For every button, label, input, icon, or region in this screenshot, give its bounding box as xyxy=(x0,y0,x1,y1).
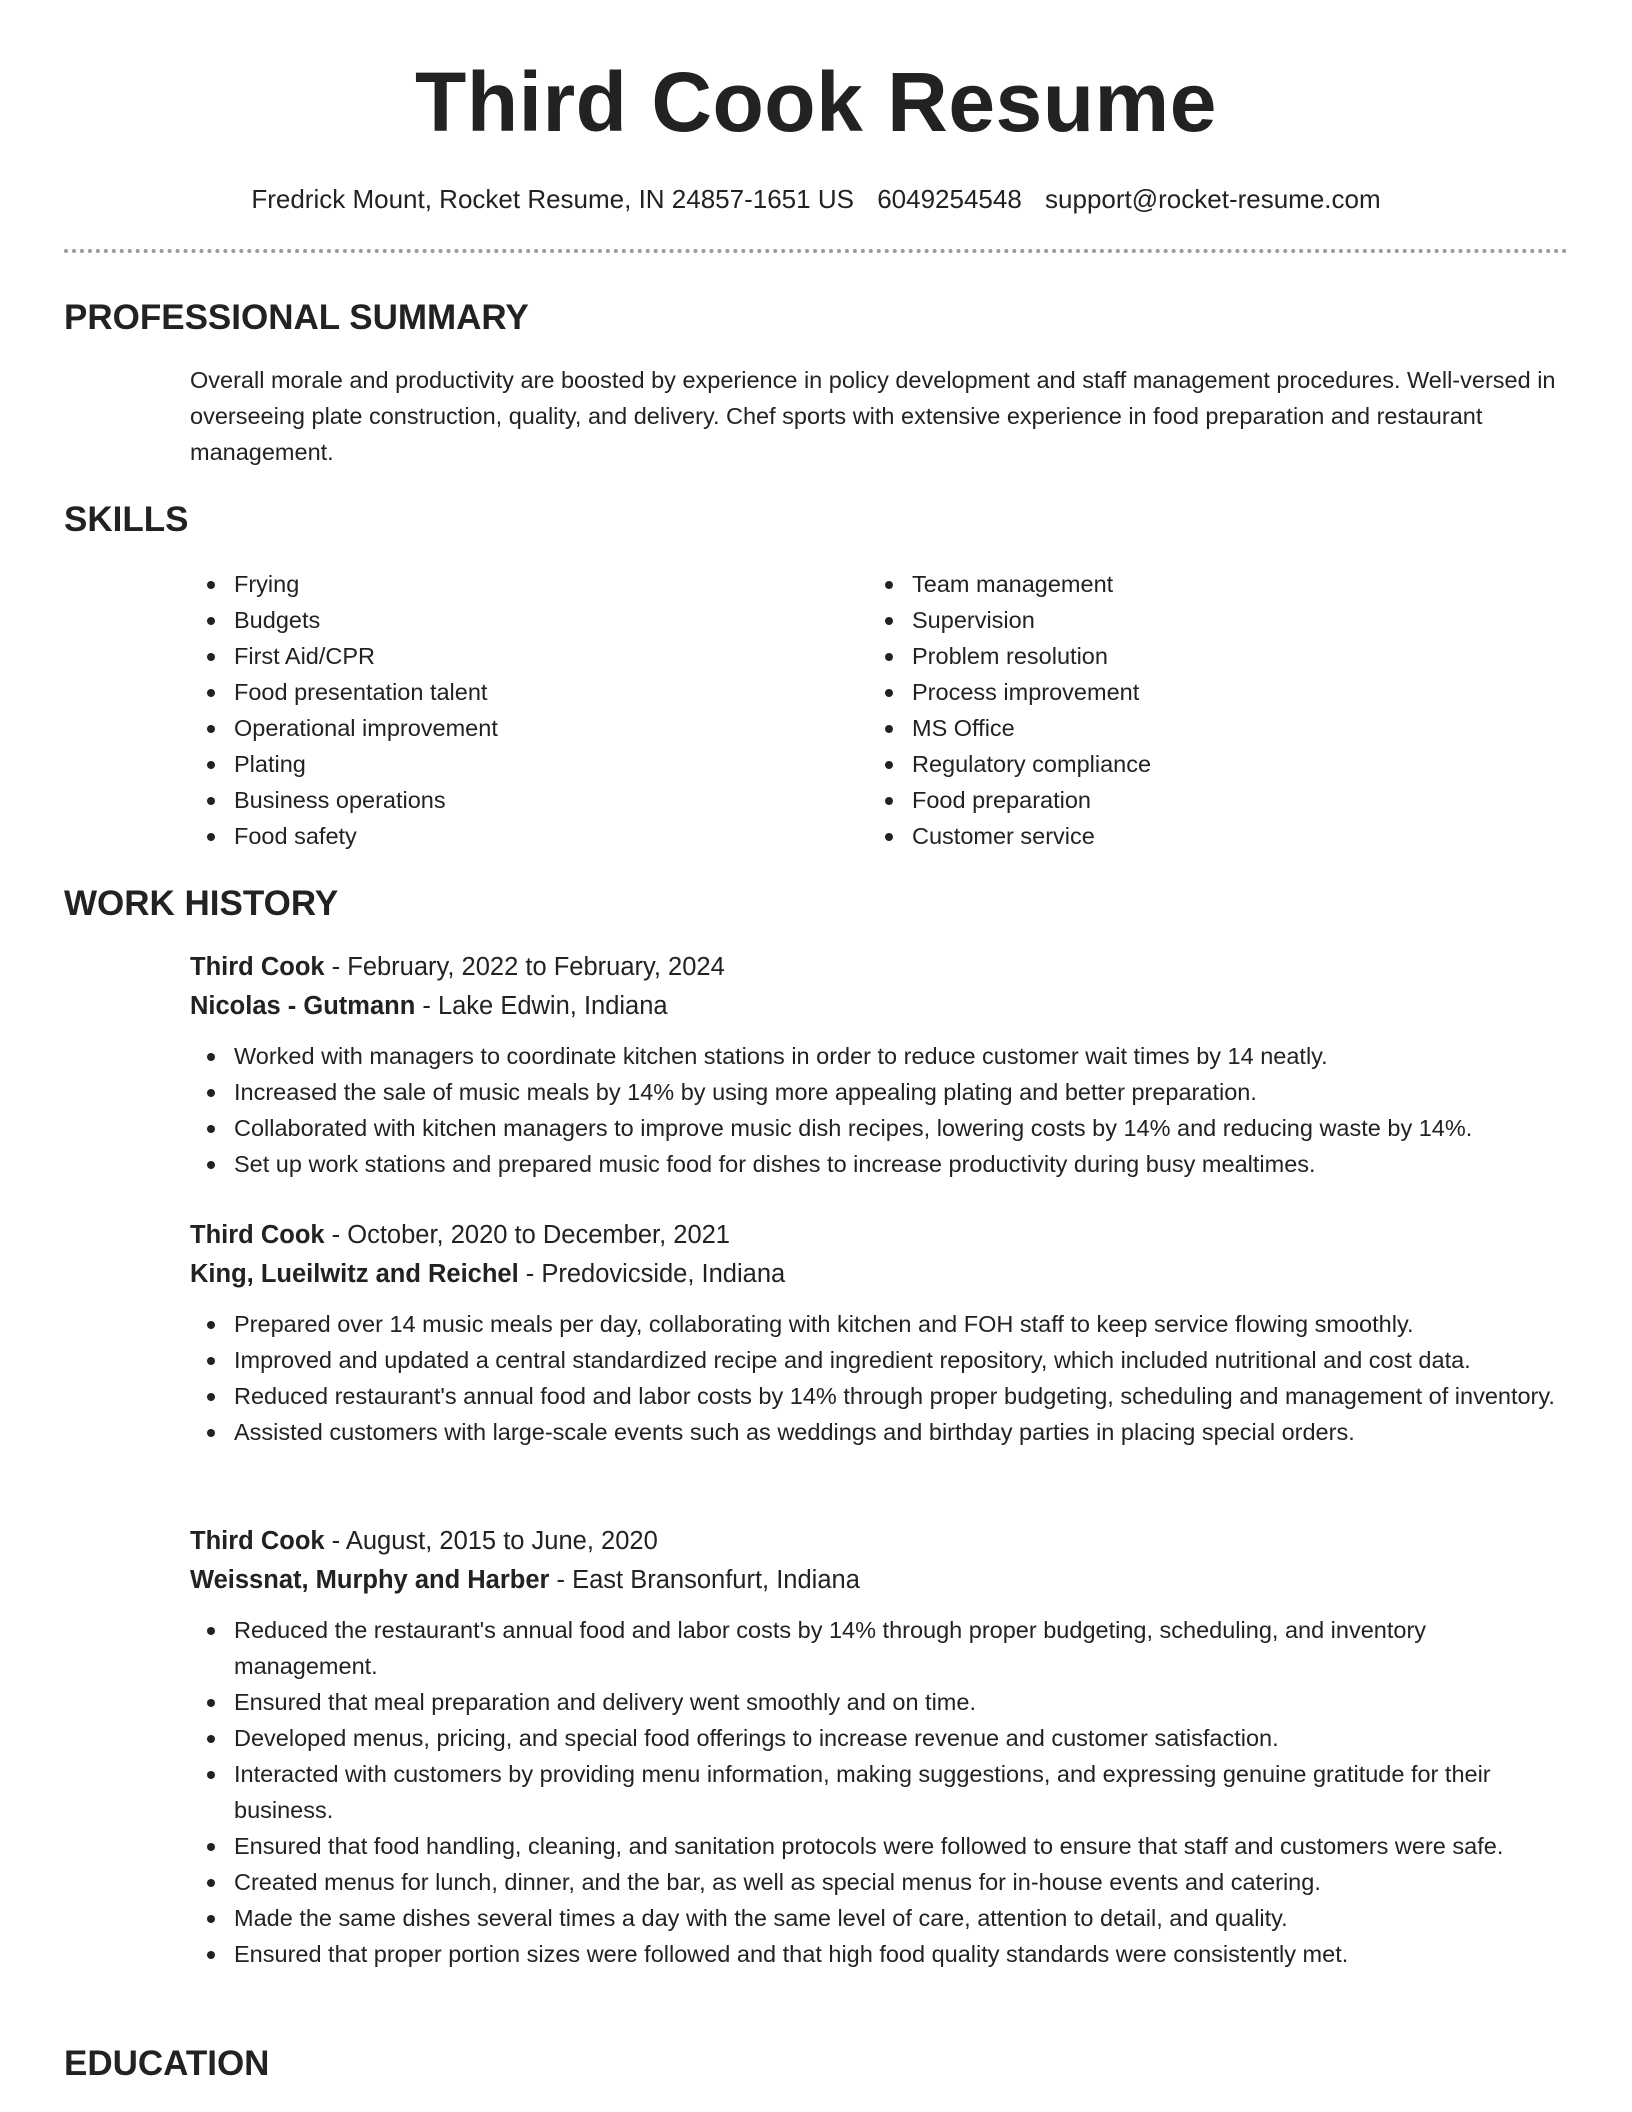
skill-item: Process improvement xyxy=(868,674,1568,710)
job-bullet: Reduced restaurant's annual food and labor costs by 14% through proper budgeting, scheduling and management of inventory. xyxy=(190,1378,1570,1414)
skill-item: Supervision xyxy=(868,602,1568,638)
skills-left-list xyxy=(190,566,850,854)
job-entry xyxy=(190,1216,1570,1450)
work-history-heading: WORK HISTORY xyxy=(64,884,339,923)
job-bullets xyxy=(190,1038,1570,1182)
job-bullet: Reduced the restaurant's annual food and labor costs by 14% through proper budgeting, scheduling, and inventory management. xyxy=(190,1612,1570,1684)
job-bullet: Assisted customers with large-scale events such as weddings and birthday parties in placing special orders. xyxy=(190,1414,1570,1450)
skill-item: Customer service xyxy=(868,818,1568,854)
skill-item: Operational improvement xyxy=(190,710,850,746)
job-dates: - August, 2015 to June, 2020 xyxy=(324,1527,658,1555)
job-dates: - October, 2020 to December, 2021 xyxy=(324,1221,730,1249)
job-company: Weissnat, Murphy and Harber xyxy=(190,1566,550,1594)
job-bullet: Developed menus, pricing, and special food offerings to increase revenue and customer satisfaction. xyxy=(190,1720,1570,1756)
job-company-line xyxy=(190,1561,1570,1600)
job-dates: - February, 2022 to February, 2024 xyxy=(324,953,725,981)
job-bullet: Prepared over 14 music meals per day, collaborating with kitchen and FOH staff to keep service flowing smoothly. xyxy=(190,1306,1570,1342)
job-bullet: Interacted with customers by providing menu information, making suggestions, and expressing genuine gratitude for their business. xyxy=(190,1756,1570,1828)
education-heading: EDUCATION xyxy=(64,2044,270,2083)
job-company: Nicolas - Gutmann xyxy=(190,992,416,1020)
skills-heading: SKILLS xyxy=(64,500,189,539)
job-entry xyxy=(190,948,1570,1182)
skill-item: Food preparation xyxy=(868,782,1568,818)
job-bullet: Made the same dishes several times a day with the same level of care, attention to detail, and quality. xyxy=(190,1900,1570,1936)
job-location: - East Bransonfurt, Indiana xyxy=(549,1566,860,1594)
header-divider xyxy=(64,249,1568,253)
skill-item: Business operations xyxy=(190,782,850,818)
job-company: King, Lueilwitz and Reichel xyxy=(190,1260,519,1288)
skill-item: First Aid/CPR xyxy=(190,638,850,674)
job-bullet: Increased the sale of music meals by 14% by using more appealing plating and better preparation. xyxy=(190,1074,1570,1110)
job-title: Third Cook xyxy=(190,953,325,981)
contact-line xyxy=(0,182,1632,216)
skill-item: Plating xyxy=(190,746,850,782)
job-bullet: Ensured that food handling, cleaning, and sanitation protocols were followed to ensure that staff and customers were safe. xyxy=(190,1828,1570,1864)
job-title: Third Cook xyxy=(190,1527,325,1555)
skill-item: Team management xyxy=(868,566,1568,602)
job-title-line xyxy=(190,1216,1570,1255)
job-company-line xyxy=(190,987,1570,1026)
skills-right-column xyxy=(868,566,1568,854)
summary-heading: PROFESSIONAL SUMMARY xyxy=(64,298,529,337)
summary-text: Overall morale and productivity are boosted by experience in policy development and staff management procedures. Well-versed in overseeing plate construction, quality, and delivery. Chef sports with extensive experience in food preparation and restaurant management. xyxy=(190,367,1556,465)
job-bullet: Ensured that meal preparation and delivery went smoothly and on time. xyxy=(190,1684,1570,1720)
skills-right-list xyxy=(868,566,1568,854)
job-bullets xyxy=(190,1306,1570,1450)
job-entry xyxy=(190,1522,1570,1972)
job-bullet: Set up work stations and prepared music food for dishes to increase productivity during busy mealtimes. xyxy=(190,1146,1570,1182)
skills-left-column xyxy=(190,566,850,854)
job-bullet: Improved and updated a central standardized recipe and ingredient repository, which included nutritional and cost data. xyxy=(190,1342,1570,1378)
skill-item: Food presentation talent xyxy=(190,674,850,710)
skill-item: Budgets xyxy=(190,602,850,638)
job-company-line xyxy=(190,1255,1570,1294)
contact-email: support@rocket-resume.com xyxy=(1045,184,1381,214)
skill-item: MS Office xyxy=(868,710,1568,746)
job-bullet: Ensured that proper portion sizes were followed and that high food quality standards were consistently met. xyxy=(190,1936,1570,1972)
job-title-line xyxy=(190,1522,1570,1561)
skill-item: Regulatory compliance xyxy=(868,746,1568,782)
job-title-line xyxy=(190,948,1570,987)
contact-phone: 6049254548 xyxy=(877,184,1022,214)
job-bullet: Worked with managers to coordinate kitchen stations in order to reduce customer wait times by 14 neatly. xyxy=(190,1038,1570,1074)
job-location: - Predovicside, Indiana xyxy=(518,1260,786,1288)
skill-item: Frying xyxy=(190,566,850,602)
job-title: Third Cook xyxy=(190,1221,325,1249)
skill-item: Problem resolution xyxy=(868,638,1568,674)
job-bullets xyxy=(190,1612,1570,1972)
job-bullet: Collaborated with kitchen managers to improve music dish recipes, lowering costs by 14% and reducing waste by 14%. xyxy=(190,1110,1570,1146)
job-bullet: Created menus for lunch, dinner, and the bar, as well as special menus for in-house events and catering. xyxy=(190,1864,1570,1900)
resume-title: Third Cook Resume xyxy=(415,55,1217,149)
contact-address: Fredrick Mount, Rocket Resume, IN 24857-1651 US xyxy=(251,184,854,214)
job-location: - Lake Edwin, Indiana xyxy=(415,992,668,1020)
skill-item: Food safety xyxy=(190,818,850,854)
